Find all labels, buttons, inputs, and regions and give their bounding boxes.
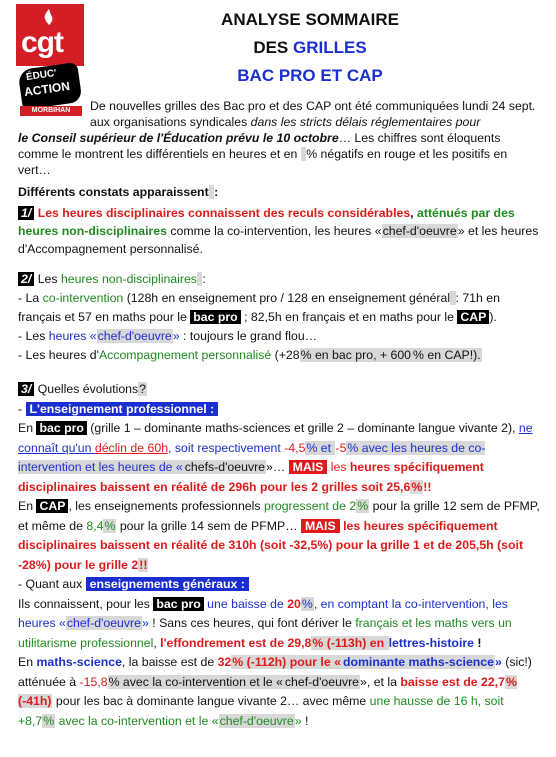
intro-paragraph-end: le Conseil supérieur de l'Éducation prévu le 10 octobre… Les chiffres sont éloquents comme le montrent les différentiels en heures et en % négatifs en rouge et les positifs en vert… <box>18 131 508 177</box>
section-2-heading: 2/ Les heures non-disciplinaires : <box>18 270 543 289</box>
constats-heading: Différents constats apparaissent : <box>18 185 219 199</box>
document-title <box>140 6 480 90</box>
section-3 <box>18 380 543 731</box>
cgt-logo-block <box>16 4 84 66</box>
cap-paragraph: En CAP , les enseignements professionnels progressent de 2% pour la grille 12 sem de PFMP, et même de 8,4% pour la grille 14 sem de PFMP… MAIS les heures spécifiquement disciplinaires baissent en réalité de 310h (soit -32,5%) pour la grille 1 et de 205,5h (soit -28%) pour le grille 2!! <box>18 499 540 572</box>
section-number: 1/ <box>18 206 34 220</box>
section-3-heading: 3/ Quelles évolutions? <box>18 380 543 400</box>
educ-text: ÉDUC' <box>25 67 58 84</box>
region-label: MORBIHAN <box>20 106 82 116</box>
title-line-2: DES GRILLES <box>253 38 367 57</box>
title-line-1: ANALYSE SOMMAIRE <box>221 10 399 29</box>
cgt-logo-text: cgt <box>21 26 63 59</box>
ens-gen-heading: - Quant aux enseignements généraux : <box>18 575 543 595</box>
list-item: - Les heures «chef-d'oeuvre» : toujours le grand flou… <box>18 329 317 343</box>
cgt-educaction-logo <box>16 4 84 116</box>
maths-science-paragraph: En maths-science, la baisse est de 32% (-112h) pour le « dominante maths-science» (sic!) atténuée à -15,8% avec la co-intervention et le « chef-d'oeuvre», et la baisse est de 22,7% (-41h) pour les bac à dominante langue vivante 2… avec même une hausse de 16 h, soit +8,7% avec la co-intervention et le «chef-d'oeuvre» ! <box>18 655 532 728</box>
list-item: - Les heures d'Accompagnement personnalisé (+28% en bac pro, + 600 % en CAP!). <box>18 348 481 362</box>
section-1: 1/ Les heures disciplinaires connaissent des reculs considérables, atténués par des heures non-disciplinaires comme la co-intervention, les heures «chef-d'oeuvre» et les heures d'Accompagnement personnalisé. <box>18 206 539 256</box>
title-line-3: BAC PRO ET CAP <box>237 66 383 85</box>
ens-pro-heading: - L'enseignement professionnel : <box>18 400 543 420</box>
flame-icon <box>40 8 58 26</box>
action-text: ACTION <box>23 78 71 100</box>
bac-pro-general-paragraph: Ils connaissent, pour les bac pro une baisse de 20%, en comptant la co-intervention, les heures «chef-d'oeuvre» ! Sans ces heures, qui font dériver le français et les maths vers un utilitarisme professionnel, l'effondrement est de 29,8% (-113h) en lettres-histoire ! <box>18 596 512 650</box>
intro-paragraph-start: De nouvelles grilles des Bac pro et des CAP ont été communiquées lundi 24 sept. aux organisations syndicales dans les stricts délais réglementaires pour <box>90 99 536 129</box>
list-item: - La co-intervention (128h en enseignement pro / 128 en enseignement général : 71h en français et 57 en maths pour le bac pro ; 82,5h en français et en maths pour le CAP ). <box>18 291 500 324</box>
bac-pro-paragraph: En bac pro (grille 1 – dominante maths-sciences et grille 2 – dominante langue vivante 2), ne connaît qu'un déclin de 60h, soit respectivement -4,5% et -5% avec les heures de co-intervention et les heures de « chefs-d'oeuvre»… MAIS les heures spécifiquement disciplinaires baissent en réalité de 296h pour les 2 grilles soit 25,6%!! <box>18 421 533 494</box>
educaction-logo <box>20 66 80 106</box>
section-2 <box>18 270 543 365</box>
